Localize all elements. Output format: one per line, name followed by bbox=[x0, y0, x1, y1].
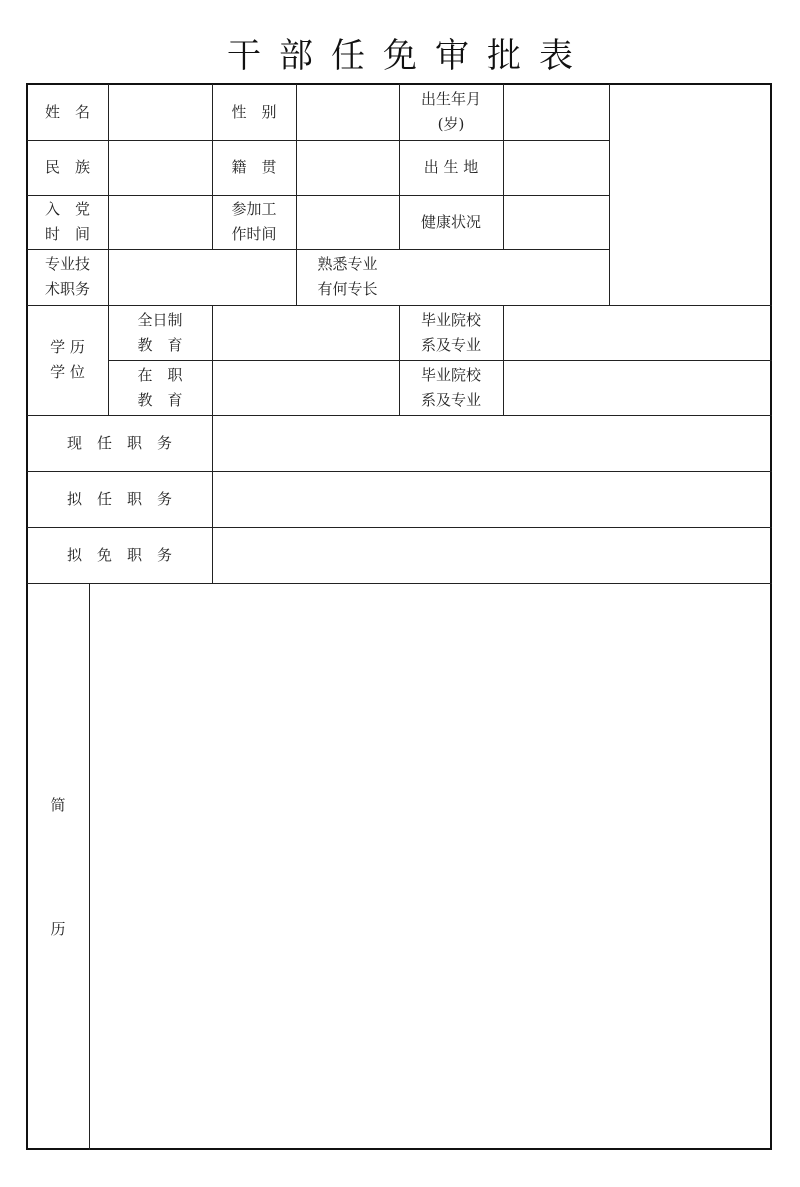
field-birthplace[interactable] bbox=[503, 140, 609, 195]
photo-area[interactable] bbox=[609, 84, 772, 305]
label-gender: 性 别 bbox=[231, 102, 277, 121]
field-health[interactable] bbox=[503, 195, 609, 249]
field-gender[interactable] bbox=[296, 84, 399, 140]
field-current-post[interactable] bbox=[212, 415, 772, 471]
label-fulltime-education: 全日制 教 育 bbox=[137, 310, 183, 354]
field-proposed-removal[interactable] bbox=[212, 527, 772, 583]
field-fulltime-school[interactable] bbox=[503, 305, 772, 360]
label-proposed-removal: 拟 免 职 务 bbox=[66, 545, 172, 564]
field-tech-title[interactable] bbox=[108, 249, 296, 305]
label-inservice-school: 毕业院校 系及专业 bbox=[420, 365, 481, 409]
field-ethnicity[interactable] bbox=[108, 140, 212, 195]
field-work-start[interactable] bbox=[296, 195, 399, 249]
label-current-post: 现 任 职 务 bbox=[66, 433, 172, 452]
label-inservice-education: 在 职 教 育 bbox=[137, 365, 183, 409]
field-party-date[interactable] bbox=[108, 195, 212, 249]
field-resume[interactable] bbox=[89, 583, 772, 1150]
label-specialty: 熟悉专业 有何专长 bbox=[317, 255, 378, 298]
label-party-date: 入 党 时 间 bbox=[44, 200, 90, 243]
label-fulltime-school: 毕业院校 系及专业 bbox=[420, 310, 481, 354]
label-health: 健康状况 bbox=[420, 212, 481, 231]
field-specialty[interactable] bbox=[399, 249, 609, 305]
field-inservice-education[interactable] bbox=[212, 360, 399, 415]
label-education-degree: 学 历 学 位 bbox=[50, 338, 85, 381]
label-native-place: 籍 贯 bbox=[231, 158, 277, 176]
label-resume-char-2: 历 bbox=[50, 919, 66, 938]
label-birthplace: 出 生 地 bbox=[423, 158, 479, 176]
field-birth-date[interactable] bbox=[503, 84, 609, 140]
label-ethnicity: 民 族 bbox=[44, 158, 90, 176]
label-tech-title: 专业技 术职务 bbox=[44, 255, 90, 298]
field-native-place[interactable] bbox=[296, 140, 399, 195]
form-title: 干部任免审批表 bbox=[227, 36, 591, 76]
field-name[interactable] bbox=[108, 84, 212, 140]
field-inservice-school[interactable] bbox=[503, 360, 772, 415]
label-name: 姓 名 bbox=[44, 102, 90, 121]
field-fulltime-education[interactable] bbox=[212, 305, 399, 360]
label-work-start: 参加工 作时间 bbox=[231, 200, 277, 243]
label-proposed-post: 拟 任 职 务 bbox=[66, 489, 172, 508]
field-proposed-post[interactable] bbox=[212, 471, 772, 527]
label-birth-date: 出生年月 (岁) bbox=[420, 90, 481, 133]
label-resume-char-1: 简 bbox=[50, 795, 66, 814]
